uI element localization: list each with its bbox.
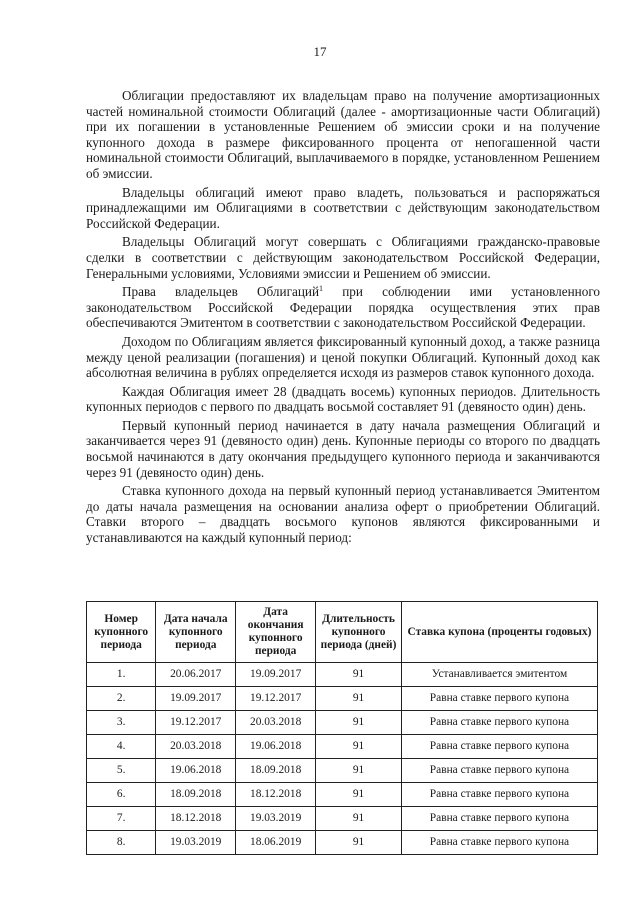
table-row bbox=[87, 831, 598, 855]
cell-period-number: 4. bbox=[87, 735, 156, 759]
cell-end-date: 18.09.2018 bbox=[236, 759, 316, 783]
paragraph-coupon-rate: Ставка купонного дохода на первый купонный период устанавливается Эмитентом до даты начала размещения на основании анализа оферт о приобретении Облигаций. Ставки второго – двадцать восьмого купонов являются фиксированными и устанавливаются на каждый купонный период: bbox=[86, 483, 600, 546]
cell-start-date: 18.09.2018 bbox=[156, 783, 236, 807]
table-row bbox=[87, 807, 598, 831]
cell-end-date: 19.12.2017 bbox=[236, 687, 316, 711]
paragraph-coupon-periods: Каждая Облигация имеет 28 (двадцать восемь) купонных периодов. Длительность купонных периодов с первого по двадцать восьмой составляет 91 (девяносто один) день. bbox=[86, 383, 600, 415]
cell-coupon-rate: Равна ставке первого купона bbox=[401, 735, 597, 759]
coupon-table bbox=[86, 601, 598, 855]
cell-period-number: 5. bbox=[87, 759, 156, 783]
cell-start-date: 19.12.2017 bbox=[156, 711, 236, 735]
cell-period-number: 8. bbox=[87, 831, 156, 855]
cell-duration: 91 bbox=[316, 687, 402, 711]
cell-duration: 91 bbox=[316, 711, 402, 735]
paragraph-income: Доходом по Облигациям является фиксированный купонный доход, а также разница между ценой реализации (погашения) и ценой покупки Облигаций. Купонный доход как абсолютная величина в рублях определяется исходя из размеров ставок купонного дохода. bbox=[86, 333, 600, 381]
table-row bbox=[87, 783, 598, 807]
cell-coupon-rate: Равна ставке первого купона bbox=[401, 783, 597, 807]
cell-duration: 91 bbox=[316, 783, 402, 807]
cell-coupon-rate: Равна ставке первого купона bbox=[401, 759, 597, 783]
cell-end-date: 20.03.2018 bbox=[236, 711, 316, 735]
holder-rights-text-end: при соблюдении ими установленного законодательством Российской Федерации порядка осуществления этих прав обеспечиваются Эмитентом в соответствии с законодательством Российской Федерации. bbox=[86, 284, 600, 331]
cell-coupon-rate: Равна ставке первого купона bbox=[401, 831, 597, 855]
table-row bbox=[87, 735, 598, 759]
paragraph-holder-rights bbox=[86, 284, 600, 331]
header-duration: Длительность купонного периода (дней) bbox=[316, 602, 402, 663]
header-end-date: Дата окончания купонного периода bbox=[236, 602, 316, 663]
cell-start-date: 19.09.2017 bbox=[156, 687, 236, 711]
cell-end-date: 18.06.2019 bbox=[236, 831, 316, 855]
cell-start-date: 19.06.2018 bbox=[156, 759, 236, 783]
cell-duration: 91 bbox=[316, 735, 402, 759]
paragraph-rights-amortization: Облигации предоставляют их владельцам право на получение амортизационных частей номинальной стоимости Облигаций (далее - амортизационные части Облигаций) при их погашении в установленные Решением об эмиссии сроки и на получение купонного дохода в размере фиксированного процента от непогашенной части номинальной стоимости Облигаций, выплачиваемого в порядке, установленном Решением об эмиссии. bbox=[86, 88, 600, 181]
cell-coupon-rate: Равна ставке первого купона bbox=[401, 711, 597, 735]
table-row bbox=[87, 687, 598, 711]
cell-duration: 91 bbox=[316, 759, 402, 783]
cell-duration: 91 bbox=[316, 831, 402, 855]
holder-rights-text-start: Права владельцев Облигаций bbox=[122, 284, 320, 300]
cell-coupon-rate: Равна ставке первого купона bbox=[401, 687, 597, 711]
cell-coupon-rate: Устанавливается эмитентом bbox=[401, 663, 597, 687]
paragraph-ownership: Владельцы облигаций имеют право владеть, пользоваться и распоряжаться принадлежащими им Облигациями в соответствии с действующим законодательством Российской Федерации. bbox=[86, 184, 600, 231]
cell-coupon-rate: Равна ставке первого купона bbox=[401, 807, 597, 831]
header-period-number: Номер купонного периода bbox=[87, 602, 156, 663]
cell-start-date: 20.06.2017 bbox=[156, 663, 236, 687]
cell-start-date: 18.12.2018 bbox=[156, 807, 236, 831]
page-number: 17 bbox=[313, 44, 327, 59]
paragraph-transactions: Владельцы Облигаций могут совершать с Облигациями гражданско-правовые сделки в соответствии с действующим законодательством Российской Федерации, Генеральными условиями, Условиями эмиссии и Решением об эмиссии. bbox=[86, 234, 600, 281]
footnote-marker[interactable]: 1 bbox=[319, 284, 324, 294]
cell-period-number: 1. bbox=[87, 663, 156, 687]
table-row bbox=[87, 711, 598, 735]
cell-period-number: 3. bbox=[87, 711, 156, 735]
paragraph-first-period: Первый купонный период начинается в дату начала размещения Облигаций и заканчивается через 91 (девяносто один) день. Купонные периоды со второго по двадцать восьмой начинаются в дату окончания предыдущего купонного периода и заканчиваются через 91 (девяносто один) день. bbox=[86, 417, 600, 480]
cell-end-date: 19.06.2018 bbox=[236, 735, 316, 759]
header-start-date: Дата начала купонного периода bbox=[156, 602, 236, 663]
cell-duration: 91 bbox=[316, 663, 402, 687]
table-row bbox=[87, 663, 598, 687]
cell-duration: 91 bbox=[316, 807, 402, 831]
cell-end-date: 18.12.2018 bbox=[236, 783, 316, 807]
table-row bbox=[87, 759, 598, 783]
coupon-table-header-row bbox=[87, 602, 598, 663]
cell-start-date: 20.03.2018 bbox=[156, 735, 236, 759]
document-body bbox=[86, 88, 600, 548]
cell-end-date: 19.09.2017 bbox=[236, 663, 316, 687]
cell-start-date: 19.03.2019 bbox=[156, 831, 236, 855]
cell-period-number: 6. bbox=[87, 783, 156, 807]
cell-end-date: 19.03.2019 bbox=[236, 807, 316, 831]
cell-period-number: 2. bbox=[87, 687, 156, 711]
header-coupon-rate: Ставка купона (проценты годовых) bbox=[401, 602, 597, 663]
cell-period-number: 7. bbox=[87, 807, 156, 831]
